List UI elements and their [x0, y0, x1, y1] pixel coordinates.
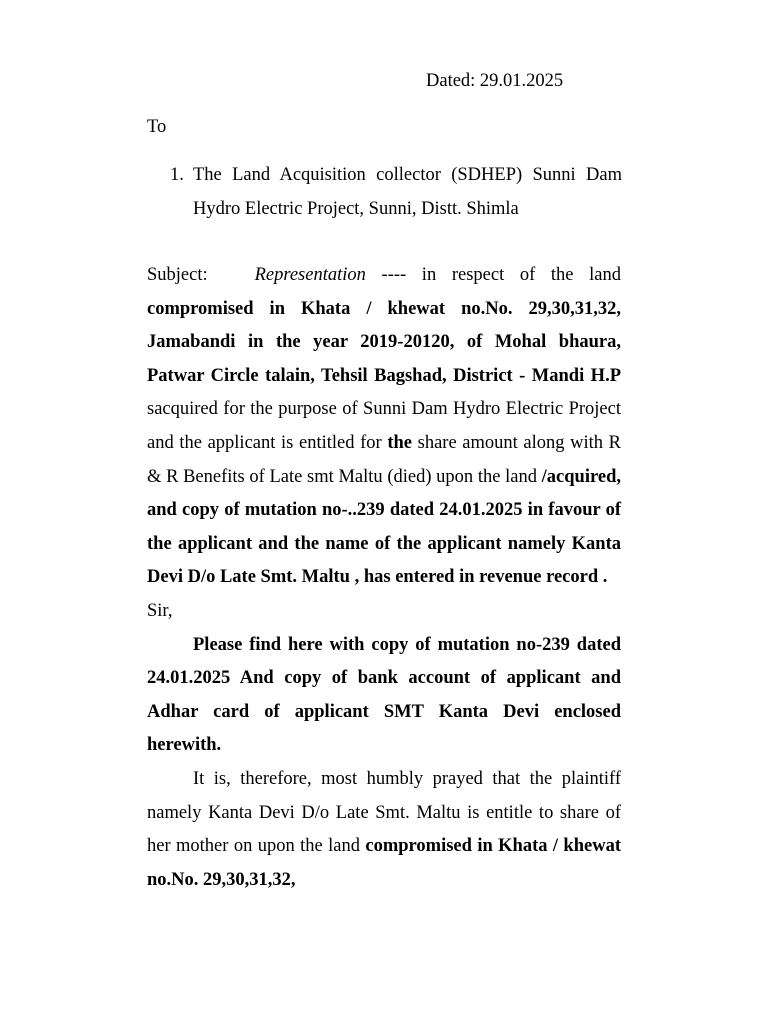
- paragraph-prayer: [147, 763, 621, 897]
- date-line: Dated: 29.01.2025: [426, 71, 564, 91]
- subject-text-3: share amount along with R & R Benefits of Late smt Maltu (died) upon the land: [147, 432, 621, 487]
- subject-label: Subject:: [147, 265, 208, 285]
- subject-text-2: sacquired for the purpose of Sunni Dam Hydro Electric Project and the applicant is entitled for: [147, 399, 621, 453]
- subject-representation: Representation: [254, 265, 366, 285]
- subject-text-1: ---- in respect of the land: [365, 265, 622, 285]
- paragraph-prayer-text: It is, therefore, most humbly prayed that the plaintiff namely Kanta Devi D/o Late Smt. Maltu is entitle to share of her mother on upon the land: [147, 768, 621, 857]
- subject-bold-2: the: [387, 432, 412, 453]
- addressee-item: [170, 159, 622, 226]
- salutation: Sir,: [147, 600, 173, 621]
- paragraph-enclosures: [147, 629, 621, 763]
- letter-body: [147, 259, 621, 897]
- subject-bold-3: /acquired, and copy of mutation no-..239 dated 24.01.2025 in favour of the applicant and the name of the applicant namely Kanta Devi D/o Late Smt. Maltu , has entered in revenue record .: [147, 466, 621, 588]
- addressee-list: [170, 159, 622, 226]
- subject-bold-1: compromised in Khata / khewat no.No. 29,30,31,32, Jamabandi in the year 2019-20120, of Mohal bhaura, Patwar Circle talain, Tehsil Bagshad, District - Mandi H.P: [147, 298, 621, 386]
- addressee-item-number: 1.: [170, 165, 184, 185]
- subject-paragraph: [147, 259, 621, 595]
- to-label: To: [147, 117, 167, 137]
- paragraph-prayer-bold: compromised in Khata / khewat no.No. 29,30,31,32,: [147, 836, 621, 890]
- paragraph-enclosures-text: Please find here with copy of mutation no-239 dated 24.01.2025 And copy of bank account of applicant and Adhar card of applicant SMT Kanta Devi enclosed herewith.: [147, 634, 621, 756]
- addressee-item-text: The Land Acquisition collector (SDHEP) Sunni Dam Hydro Electric Project, Sunni, Distt. Shimla: [193, 165, 622, 219]
